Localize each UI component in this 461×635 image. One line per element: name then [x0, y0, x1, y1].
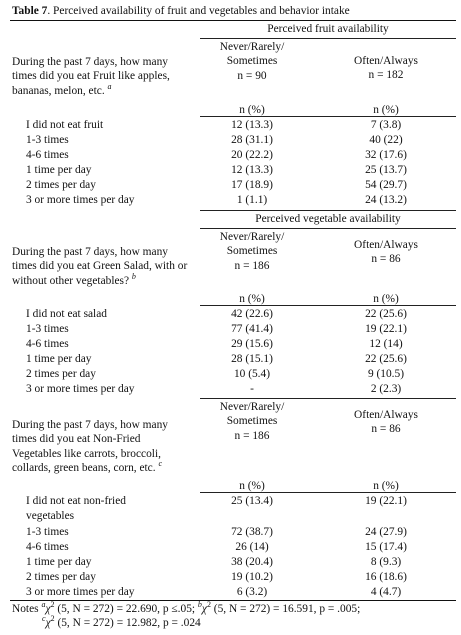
cell-b: 16 (18.6): [365, 571, 407, 583]
notes-line-1: Notes $^a\chi^2$ (5, N = 272) = 22.690, p ≤.05; $^b\chi^2$ (5, N = 272) = 16.591, p = .005;: [12, 600, 361, 615]
salad-rule: [200, 305, 456, 306]
col-b-header-line: Often/Always: [354, 239, 418, 251]
cell-a: 38 (20.4): [231, 556, 273, 568]
cell-a: 12 (13.3): [231, 164, 273, 176]
salad-n-label-b: n (%): [373, 293, 399, 305]
col-a-header-n: n = 186: [234, 259, 270, 272]
section-rule-veg: [200, 210, 456, 211]
notes-line-2: $^c\chi^2$ (5, N = 272) = 12.982, p = .024: [42, 614, 201, 629]
cell-a: 20 (22.2): [231, 149, 273, 161]
cell-b: 7 (3.8): [370, 119, 402, 131]
nonfried-col-a-header: [200, 400, 304, 443]
row-label: 3 or more times per day: [26, 194, 135, 206]
cell-b: 25 (13.7): [365, 164, 407, 176]
fruit-n-label-a: n (%): [239, 104, 265, 116]
question-text: During the past 7 days, how many times did you eat Green Salad, with or without other vegetables?: [12, 246, 188, 287]
cell-a: 17 (18.9): [231, 179, 273, 191]
cell-b: 8 (9.3): [370, 556, 402, 568]
group-header-fruit: Perceived fruit availability: [267, 23, 389, 35]
col-a-header-line: Never/Rarely/: [219, 231, 285, 243]
col-b-header-n: n = 86: [371, 423, 401, 436]
cell-b: 4 (4.7): [370, 586, 402, 598]
table-title: [12, 4, 350, 18]
col-a-header-line: Sometimes: [226, 415, 278, 428]
row-label: I did not eat salad: [26, 308, 107, 320]
row-label-cont: vegetables: [26, 510, 75, 522]
col-a-header-n: n = 186: [234, 429, 270, 442]
veg-col-b-header: [332, 238, 440, 267]
salad-n-label-a: n (%): [239, 293, 265, 305]
cell-b: 2 (2.3): [370, 383, 402, 395]
row-label: 1-3 times: [26, 323, 69, 335]
nonfried-rule: [200, 492, 456, 493]
table-number: Table 7: [12, 5, 48, 17]
nonfried-n-label-b: n (%): [373, 480, 399, 492]
row-label: 4-6 times: [26, 541, 69, 553]
nonfried-n-label-a: n (%): [239, 480, 265, 492]
row-label: 1-3 times: [26, 526, 69, 538]
row-label: 1 time per day: [26, 164, 92, 176]
cell-b: 32 (17.6): [365, 149, 407, 161]
col-a-header-line: Never/Rarely/: [219, 41, 285, 53]
cell-b: 40 (22): [369, 134, 403, 146]
question-text: During the past 7 days, how many times did you eat Non-Fried Vegetables like carrots, broccoli, collards, green beans, corn, etc.: [12, 419, 168, 475]
col-a-header-line: Never/Rarely/: [219, 401, 285, 413]
fruit-n-label-b: n (%): [373, 104, 399, 116]
col-b-header-line: Often/Always: [354, 55, 418, 67]
row-label: 4-6 times: [26, 149, 69, 161]
cell-a: -: [250, 383, 254, 395]
cell-b: 19 (22.1): [365, 495, 407, 507]
row-label: 2 times per day: [26, 368, 96, 380]
cell-b: 12 (14): [369, 338, 403, 350]
col-a-header-n: n = 90: [237, 69, 267, 82]
group-rule-vegetable: [200, 228, 456, 229]
chi-symbol: χ: [45, 617, 51, 629]
cell-a: 10 (5.4): [233, 368, 271, 380]
nonfried-question: [12, 418, 192, 476]
fruit-col-a-header: [200, 40, 304, 83]
top-rule: [10, 20, 456, 21]
chi-stat-c: (5, N = 272) = 12.982, p = .024: [57, 617, 201, 629]
footnote-mark: a: [107, 82, 112, 92]
cell-a: 25 (13.4): [231, 495, 273, 507]
group-rule-fruit: [200, 38, 456, 39]
cell-a: 42 (22.6): [231, 308, 273, 320]
cell-a: 19 (10.2): [231, 571, 273, 583]
row-label: 1-3 times: [26, 134, 69, 146]
row-label: 2 times per day: [26, 179, 96, 191]
col-a-header-line: Sometimes: [226, 245, 278, 258]
cell-a: 77 (41.4): [231, 323, 273, 335]
row-label: 1 time per day: [26, 353, 92, 365]
cell-b: 54 (29.7): [365, 179, 407, 191]
chi-symbol: χ: [201, 603, 207, 615]
cell-a: 28 (31.1): [231, 134, 273, 146]
cell-a: 1 (1.1): [236, 194, 268, 206]
col-b-header-n: n = 182: [368, 69, 404, 82]
salad-question: [12, 245, 192, 288]
row-label: 3 or more times per day: [26, 586, 135, 598]
col-b-header-n: n = 86: [371, 253, 401, 266]
row-label: I did not eat non-fried: [26, 495, 126, 507]
row-label: 3 or more times per day: [26, 383, 135, 395]
cell-b: 9 (10.5): [367, 368, 405, 380]
fruit-col-b-header: [332, 54, 440, 83]
cell-b: 24 (13.2): [365, 194, 407, 206]
row-label: I did not eat fruit: [26, 119, 104, 131]
footnote-mark: c: [42, 614, 46, 624]
footnote-mark: b: [197, 600, 202, 610]
cell-b: 22 (25.6): [365, 308, 407, 320]
cell-b: 15 (17.4): [365, 541, 407, 553]
fruit-rule: [200, 116, 456, 117]
group-header-vegetable: Perceived vegetable availability: [255, 213, 401, 225]
chi-stat-b: (5, N = 272) = 16.591, p = .005;: [213, 603, 361, 615]
row-label: 1 time per day: [26, 556, 92, 568]
cell-b: 19 (22.1): [365, 323, 407, 335]
cell-a: 12 (13.3): [231, 119, 273, 131]
cell-b: 22 (25.6): [365, 353, 407, 365]
veg-col-a-header: [200, 230, 304, 273]
row-label: 4-6 times: [26, 338, 69, 350]
chi-symbol: χ: [45, 603, 51, 615]
cell-a: 72 (38.7): [231, 526, 273, 538]
cell-a: 6 (3.2): [236, 586, 268, 598]
col-b-header-line: Often/Always: [354, 409, 418, 421]
fruit-question: [12, 55, 192, 98]
footnote-mark: a: [41, 600, 46, 610]
cell-b: 24 (27.9): [365, 526, 407, 538]
cell-a: 26 (14): [235, 541, 269, 553]
bottom-rule: [10, 600, 456, 601]
row-label: 2 times per day: [26, 571, 96, 583]
footnote-mark: c: [158, 459, 163, 469]
nonfried-col-b-header: [332, 408, 440, 437]
chi-stat-a: (5, N = 272) = 22.690, p ≤.05;: [57, 603, 196, 615]
col-a-header-line: Sometimes: [226, 55, 278, 68]
notes-prefix: Notes: [12, 603, 39, 615]
cell-a: 29 (15.6): [231, 338, 273, 350]
cell-a: 28 (15.1): [231, 353, 273, 365]
footnote-mark: b: [131, 272, 136, 282]
question-text: During the past 7 days, how many times did you eat Fruit like apples, bananas, melon, etc.: [12, 56, 170, 97]
section-rule-nonfried: [200, 398, 456, 399]
table-caption: . Perceived availability of fruit and vegetables and behavior intake: [47, 5, 350, 17]
